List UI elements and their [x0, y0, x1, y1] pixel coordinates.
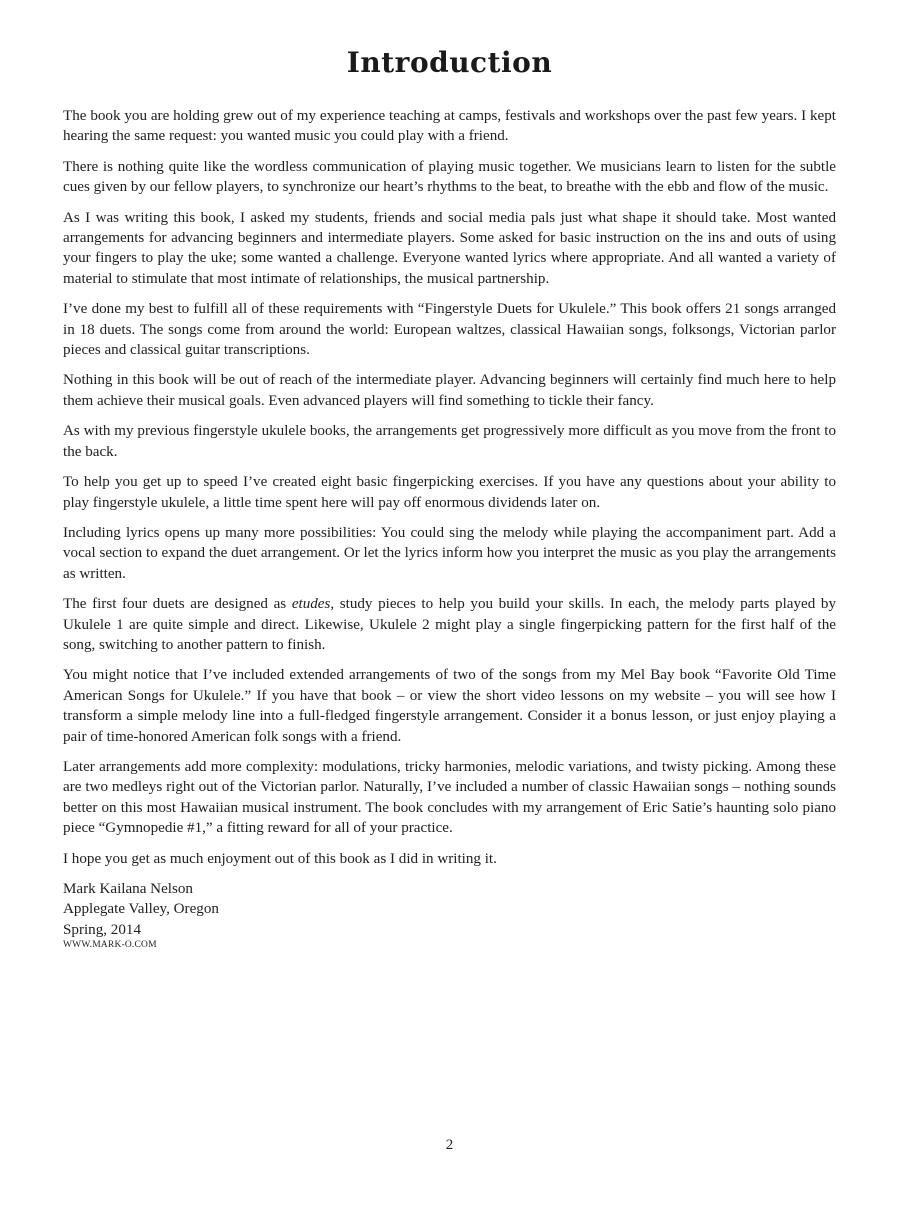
paragraph-8: Including lyrics opens up many more possibilities: You could sing the melody while playing the accompaniment part. Add a vocal section to expand the duet arrangement. Or let the lyrics inform how you interpret the music as you play the arrangements as written. — [63, 524, 836, 582]
paragraph-3: As I was writing this book, I asked my students, friends and social media pals just what shape it should take. Most wanted arrangements for advancing beginners and intermediate players. Some asked for basic instruction on the ins and outs of using your fingers to play the uke; some wanted a challenge. Everyone wanted lyrics where appropriate. And all wanted a variety of material to stimulate that most intimate of relationships, the musical partnership. — [63, 209, 836, 287]
author-location: Applegate Valley, Oregon — [63, 901, 219, 918]
website-url: WWW.MARK-O.COM — [63, 940, 157, 951]
paragraph-4: I’ve done my best to fulfill all of these requirements with “Fingerstyle Duets for Ukulele.” This book offers 21 songs arranged in 18 duets. The songs come from around the world: European waltzes, classical Hawaiian songs, folksongs, Victorian parlor pieces and classical guitar transcriptions. — [63, 301, 836, 359]
etudes-emphasis: etudes — [291, 596, 331, 613]
etudes-text-before: The first four duets are designed as — [63, 596, 292, 613]
signature-date: Spring, 2014 — [63, 921, 141, 938]
paragraph-etudes — [63, 594, 836, 655]
paragraph-12: I hope you get as much enjoyment out of this book as I did in writing it. — [63, 850, 497, 867]
document-page — [63, 0, 836, 1208]
paragraph-2: There is nothing quite like the wordless communication of playing music together. We musicians learn to listen for the subtle cues given by our fellow players, to synchronize our heart’s rhythms to the beat, to breathe with the ebb and flow of the music. — [63, 158, 836, 196]
paragraph-10: You might notice that I’ve included extended arrangements of two of the songs from my Mel Bay book “Favorite Old Time American Songs for Ukulele.” If you have that book – or view the short video lessons on my website – you will see how I transform a simple melody line into a full-fledged fingerstyle arrangement. Consider it a bonus lesson, or just enjoy playing a pair of time-honored American folk songs with a friend. — [63, 667, 836, 745]
signature-block — [63, 879, 836, 951]
paragraph-11: Later arrangements add more complexity: modulations, tricky harmonies, melodic variations, and twisty picking. Among these are two medleys right out of the Victorian parlor. Naturally, I’ve included a number of classic Hawaiian songs – nothing sounds better on this most Hawaiian musical instrument. The book concludes with my arrangement of Eric Satie’s haunting solo piano piece “Gymnopedie #1,” a fitting reward for all of your practice. — [63, 758, 836, 837]
body-text — [63, 106, 836, 951]
paragraph-1: The book you are holding grew out of my experience teaching at camps, festivals and workshops over the past few years. I kept hearing the same request: you wanted music you could play with a friend. — [63, 108, 836, 145]
author-name: Mark Kailana Nelson — [63, 881, 193, 897]
paragraph-7: To help you get up to speed I’ve created eight basic fingerpicking exercises. If you have any questions about your ability to play fingerstyle ukulele, a little time spent here will pay off enormous dividends later on. — [63, 474, 836, 511]
paragraph-6: As with my previous fingerstyle ukulele books, the arrangements get progressively more difficult as you move from the front to the back. — [63, 423, 836, 460]
page-number: 2 — [445, 1137, 454, 1153]
paragraph-5: Nothing in this book will be out of reach of the intermediate player. Advancing beginners will certainly find much here to help them achieve their musical goals. Even advanced players will find something to tickle their fancy. — [63, 372, 836, 409]
etudes-text-after: , study pieces to help you build your skills. In each, the melody parts played by Ukulele 1 are quite simple and direct. Likewise, Ukulele 2 might play a single fingerpicking pattern for the first half of the song, switching to another pattern to finish. — [63, 596, 836, 653]
page-title: Introduction — [346, 46, 553, 79]
